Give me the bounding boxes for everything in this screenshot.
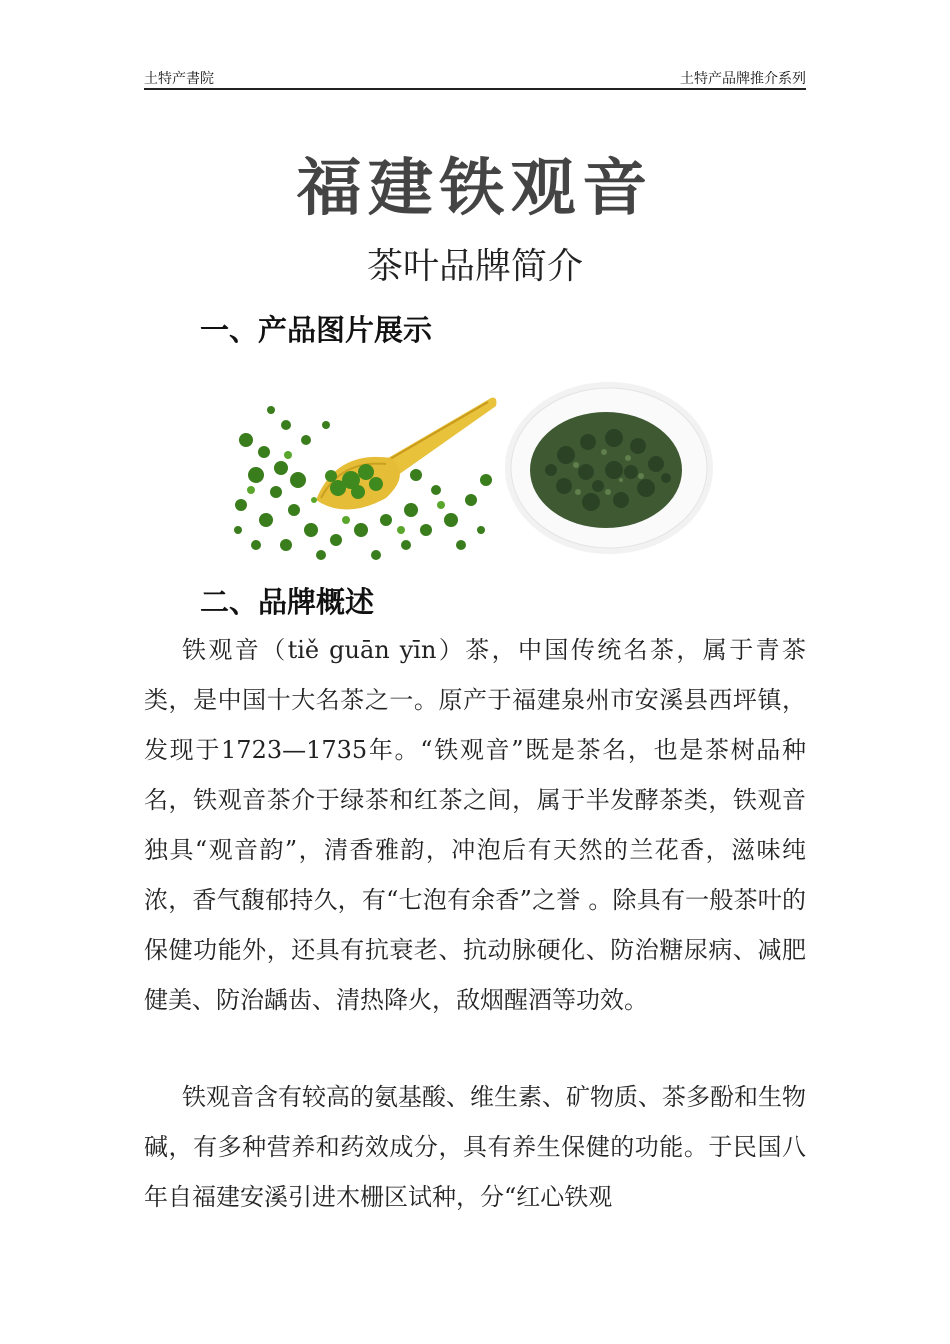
section-heading-brand-overview: 二、品牌概述 xyxy=(200,585,375,619)
header-right-text: 土特产品牌推介系列 xyxy=(680,71,806,87)
page-header xyxy=(144,68,806,90)
page-subtitle: 茶叶品牌简介 xyxy=(366,246,583,287)
tea-photos-illustration xyxy=(226,380,716,570)
header-left-text: 土特产書院 xyxy=(144,71,214,87)
section-heading-product-images: 一、产品图片展示 xyxy=(200,313,433,347)
tea-plate-photo xyxy=(505,382,713,554)
product-photos xyxy=(226,380,716,570)
tea-scoop-photo xyxy=(226,380,501,570)
paragraph-overview-1: 铁观音（tiě guān yīn）茶，中国传统名茶，属于青茶类，是中国十大名茶之一。原产于福建泉州市安溪县西坪镇，发现于1723—1735年。“铁观音”既是茶名，也是茶树品种名，铁观音茶介于绿茶和红茶之间，属于半发酵茶类，铁观音独具“观音韵”，清香雅韵，冲泡后有天然的兰花香，滋味纯浓，香气馥郁持久，有“七泡有余香”之誉 。除具有一般茶叶的保健功能外，还具有抗衰老、抗动脉硬化、防治糖尿病、减肥健美、防治龋齿、清热降火，敌烟醒酒等功效。 xyxy=(144,636,806,1014)
paragraph-overview-2: 铁观音含有较高的氨基酸、维生素、矿物质、茶多酚和生物碱，有多种营养和药效成分，具有养生保健的功能。于民国八年自福建安溪引进木栅区试种，分“红心铁观 xyxy=(144,1083,806,1211)
page-title: 福建铁观音 xyxy=(296,151,654,224)
